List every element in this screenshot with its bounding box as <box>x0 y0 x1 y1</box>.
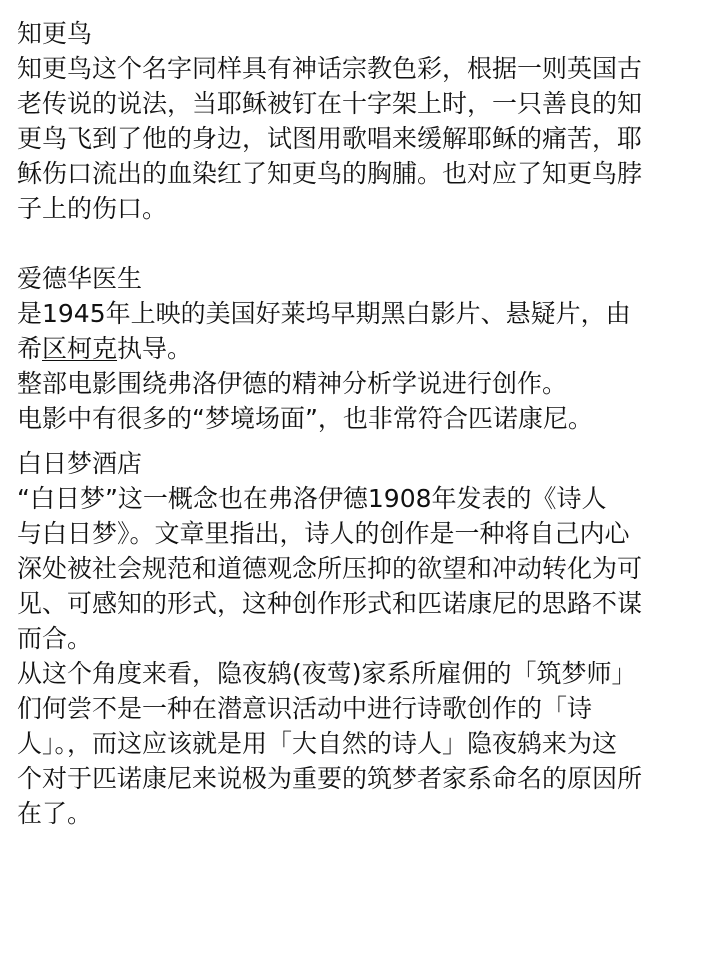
director-link[interactable]: 区柯克 <box>42 334 118 363</box>
section-title: 知更鸟 <box>17 19 93 48</box>
text-run: 希 <box>17 334 43 363</box>
section-spellbound <box>17 261 708 436</box>
paragraph-line: 电影中有很多的“梦境场面”，也非常符合匹诺康尼。 <box>17 404 593 433</box>
paragraph-line: 整部电影围绕弗洛伊德的精神分析学说进行创作。 <box>17 369 568 398</box>
paragraph-line: 人」。，而这应该就是用「大自然的诗人」隐夜鸫来为这 <box>17 729 618 758</box>
paragraph-line: 而合。 <box>17 624 93 653</box>
text-run: 执导。 <box>117 334 193 363</box>
paragraph-line: 知更鸟这个名字同样具有神话宗教色彩，根据一则英国古 <box>17 54 643 83</box>
paragraph-line: 见、可感知的形式，这种创作形式和匹诺康尼的思路不谋 <box>17 589 643 618</box>
section-spacer <box>17 436 708 446</box>
section-title: 白日梦酒店 <box>17 449 143 478</box>
section-spacer <box>17 226 708 261</box>
paragraph-line: 深处被社会规范和道德观念所压抑的欲望和冲动转化为可 <box>17 554 643 583</box>
section-title: 爱德华医生 <box>17 264 143 293</box>
paragraph-line: 个对于匹诺康尼来说极为重要的筑梦者家系命名的原因所 <box>17 764 643 793</box>
paragraph-line: 更鸟飞到了他的身边，试图用歌唱来缓解耶稣的痛苦，耶 <box>17 124 643 153</box>
paragraph-line: 与白日梦》。文章里指出，诗人的创作是一种将自己内心 <box>17 519 630 548</box>
paragraph-line: 是1945年上映的美国好莱坞早期黑白影片、悬疑片，由 <box>17 299 631 328</box>
paragraph-line: 子上的伤口。 <box>17 194 168 223</box>
section-daydream-hotel <box>17 446 708 831</box>
section-robin <box>17 16 708 226</box>
paragraph-line: 在了。 <box>17 799 93 828</box>
paragraph-line: “白日梦”这一概念也在弗洛伊德1908年发表的《诗人 <box>17 484 607 513</box>
paragraph-line: 稣伤口流出的血染红了知更鸟的胸脯。也对应了知更鸟脖 <box>17 159 643 188</box>
paragraph-line: 从这个角度来看，隐夜鸫(夜莺)家系所雇佣的「筑梦师」 <box>17 659 637 688</box>
paragraph-line <box>17 331 708 366</box>
paragraph-line: 老传说的说法，当耶稣被钉在十字架上时，一只善良的知 <box>17 89 643 118</box>
paragraph-line: 们何尝不是一种在潜意识活动中进行诗歌创作的「诗 <box>17 694 593 723</box>
